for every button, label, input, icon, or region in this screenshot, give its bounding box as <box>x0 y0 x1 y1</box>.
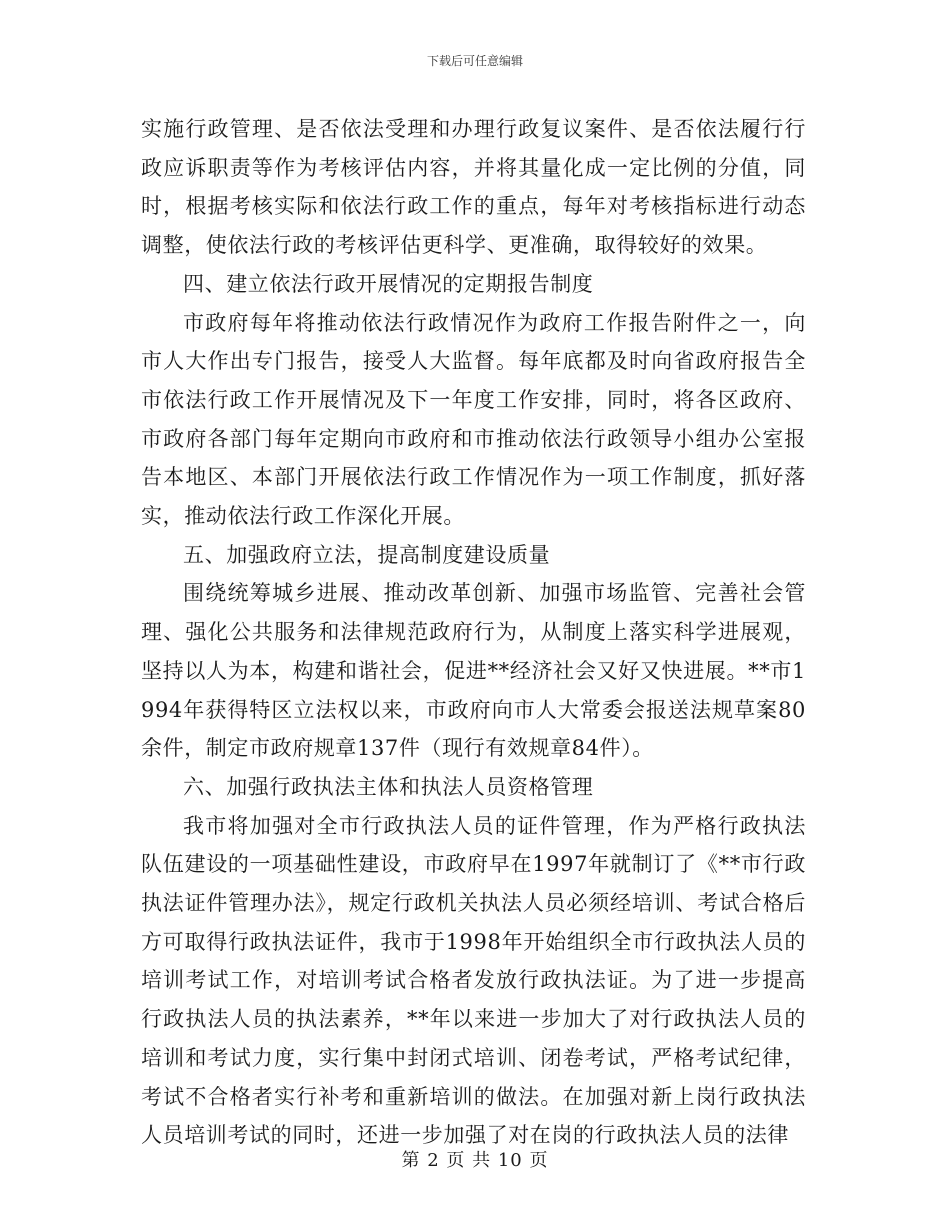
page-header-note: 下载后可任意编辑 <box>426 54 523 68</box>
section-heading-5: 五、加强政府立法，提高制度建设质量 <box>183 542 551 567</box>
paragraph-report-system: 市政府每年将推动依法行政情况作为政府工作报告附件之一，向市人大作出专门报告，接受人大监督。每年底都及时向省政府报告全市依法行政工作开展情况及下一年度工作安排，同时，将各区政府、市政府各部门每年定期向市政府和市推动依法行政领导小组办公室报告本地区、本部门开展依法行政工作情况作为一项工作制度，抓好落实，推动依法行政工作深化开展。 <box>141 310 806 529</box>
section-heading-6: 六、加强行政执法主体和执法人员资格管理 <box>183 774 594 799</box>
paragraph-legislation: 围绕统筹城乡进展、推动改革创新、加强市场监管、完善社会管理、强化公共服务和法律规范政府行为，从制度上落实科学进展观，坚持以人为本，构建和谐社会，促进**经济社会又好又快进展。**市1994年获得特区立法权以来，市政府向市人大常委会报送法规草案80余件，制定市政府规章137件（现行有效规章84件）。 <box>141 581 806 761</box>
page-number-footer: 第 2 页 共 10 页 <box>401 1150 549 1171</box>
paragraph-continuation: 实施行政管理、是否依法受理和办理行政复议案件、是否依法履行行政应诉职责等作为考核评估内容，并将其量化成一定比例的分值，同时，根据考核实际和依法行政工作的重点，每年对考核指标进行动态调整，使依法行政的考核评估更科学、更准确，取得较好的效果。 <box>141 117 806 258</box>
section-heading-4: 四、建立依法行政开展情况的定期报告制度 <box>183 271 594 296</box>
document-body <box>141 110 806 1155</box>
paragraph-enforcement-qualification: 我市将加强对全市行政执法人员的证件管理，作为严格行政执法队伍建设的一项基础性建设，市政府早在1997年就制订了《**市行政执法证件管理办法》，规定行政机关执法人员必须经培训、考试合格后方可取得行政执法证件，我市于1998年开始组织全市行政执法人员的培训考试工作，对培训考试合格者发放行政执法证。为了进一步提高行政执法人员的执法素养，**年以来进一步加大了对行政执法人员的培训和考试力度，实行集中封闭式培训、闭卷考试，严格考试纪律，考试不合格者实行补考和重新培训的做法。在加强对新上岗行政执法人员培训考试的同时，还进一步加强了对在岗的行政执法人员的法律 <box>141 813 806 1148</box>
